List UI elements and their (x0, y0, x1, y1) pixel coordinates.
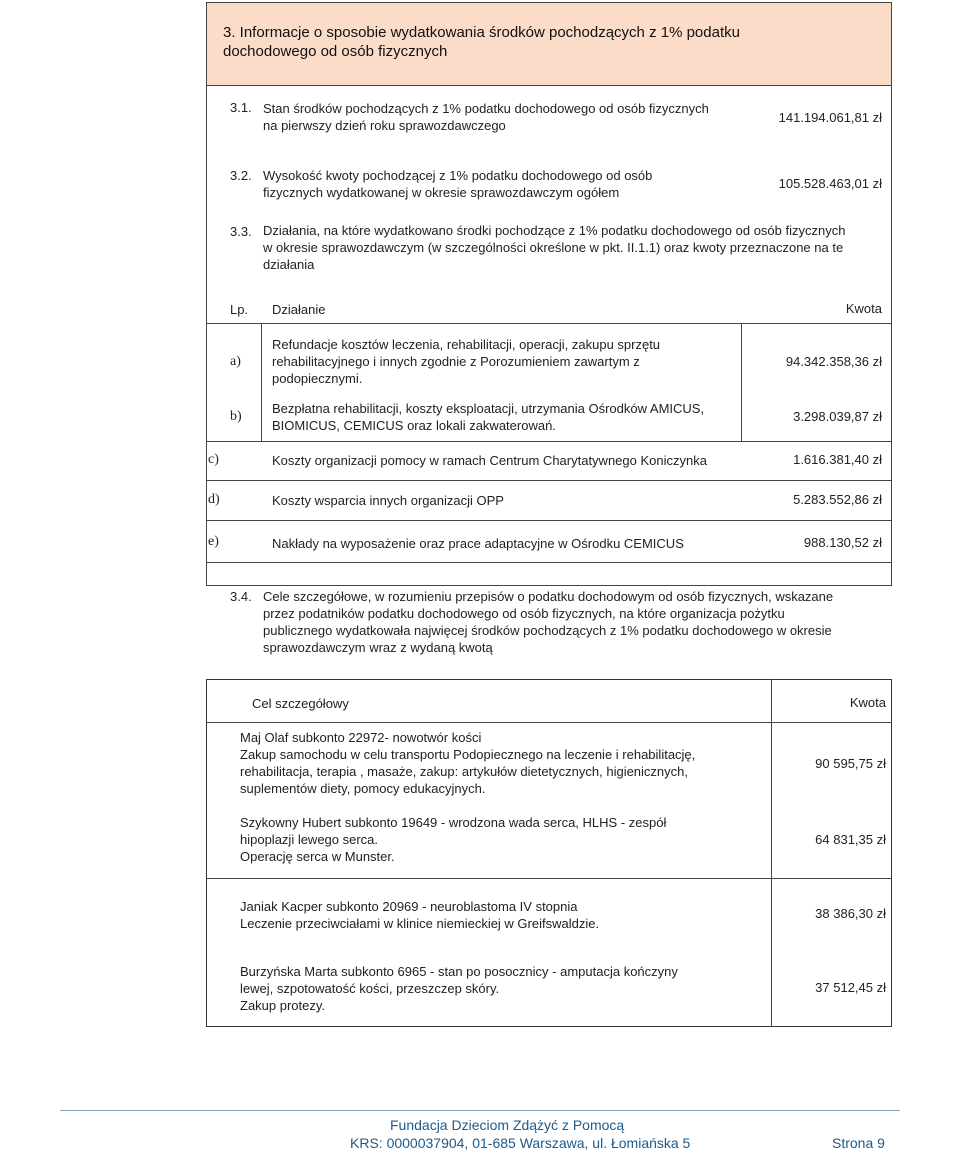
table-row-lp: e) (208, 534, 219, 549)
divider (741, 323, 742, 441)
col-header-goal: Cel szczegółowy (252, 696, 349, 711)
goal-row-amount: 90 595,75 zł (815, 756, 886, 771)
table-row-amount: 5.283.552,86 zł (793, 492, 882, 507)
table-row-lp: d) (208, 492, 220, 507)
col-header-goal-amount: Kwota (849, 695, 886, 710)
page-number: Strona 9 (832, 1135, 885, 1151)
divider (771, 679, 772, 1027)
goal-row-amount: 38 386,30 zł (815, 906, 886, 921)
divider (206, 722, 892, 723)
divider (206, 562, 892, 563)
section-title: 3. Informacje o sposobie wydatkowania środków pochodzących z 1% podatku dochodowego od osób fizycznych (223, 24, 740, 60)
item-3-1-label: Stan środków pochodzących z 1% podatku dochodowego od osób fizycznych na pierwszy dzień roku sprawozdawczego (263, 101, 709, 133)
table-row-action: Koszty organizacji pomocy w ramach Centrum Charytatywnego Koniczynka (272, 453, 707, 468)
table-row-lp: b) (230, 409, 242, 424)
table-row-lp: a) (230, 354, 241, 369)
goal-row-text: Janiak Kacper subkonto 20969 - neuroblastoma IV stopnia Leczenie przeciwciałami w klinice niemieckiej w Greifswaldzie. (240, 899, 600, 931)
item-3-2-amount: 105.528.463,01 zł (778, 176, 882, 191)
item-number-3-3: 3.3. (230, 224, 252, 239)
item-number-3-4: 3.4. (230, 589, 252, 604)
item-3-4-label: Cele szczegółowe, w rozumieniu przepisów o podatku dochodowym od osób fizycznych, wskazane przez podatników podatku dochodowego od osób fizycznych, na które organizacja pożytku publicznego wydatkowała najwięcej środków pochodzących z 1% podatku dochodowego w okresie sprawozdawczym wraz z wydaną kwotą (263, 589, 834, 655)
table-row-lp: c) (208, 452, 219, 467)
table-row-amount: 1.616.381,40 zł (793, 452, 882, 467)
col-header-lp: Lp. (230, 302, 249, 317)
divider (206, 323, 892, 324)
divider (206, 878, 892, 879)
table-row-amount: 988.130,52 zł (803, 535, 882, 550)
col-header-action: Działanie (272, 302, 326, 317)
goal-row-text: Burzyńska Marta subkonto 6965 - stan po posocznicy - amputacja kończyny lewej, szpotowatość kości, przeszczep skóry. Zakup protezy. (240, 964, 678, 1013)
table-row-action: Bezpłatna rehabilitacji, koszty eksploatacji, utrzymania Ośrodków AMICUS, BIOMICUS, CEMICUS oraz lokali zakwaterowań. (272, 401, 705, 433)
section-header (207, 3, 891, 86)
goal-row-amount: 64 831,35 zł (815, 832, 886, 847)
table-row-action: Refundacje kosztów leczenia, rehabilitacji, operacji, zakupu sprzętu rehabilitacyjnego i innych zgodnie z Porozumieniem zawartym z podopiecznymi. (272, 337, 661, 386)
footer-address: KRS: 0000037904, 01-685 Warszawa, ul. Łomiańska 5 (350, 1135, 691, 1151)
item-3-2-label: Wysokość kwoty pochodzącej z 1% podatku dochodowego od osób fizycznych wydatkowanej w okresie sprawozdawczym ogółem (263, 168, 653, 200)
table-row-amount: 94.342.358,36 zł (785, 354, 882, 369)
divider (206, 480, 892, 481)
table-row-action: Koszty wsparcia innych organizacji OPP (272, 493, 504, 508)
divider (261, 323, 262, 441)
table-row-amount: 3.298.039,87 zł (793, 409, 882, 424)
col-header-amount: Kwota (845, 301, 882, 316)
divider (206, 441, 892, 442)
goal-row-text: Szykowny Hubert subkonto 19649 - wrodzona wada serca, HLHS - zespół hipoplazji lewego serca. Operację serca w Munster. (240, 815, 667, 864)
item-3-1-amount: 141.194.061,81 zł (778, 110, 882, 125)
table-row-action: Nakłady na wyposażenie oraz prace adaptacyjne w Ośrodku CEMICUS (272, 536, 684, 551)
item-number-3-2: 3.2. (230, 168, 252, 183)
footer-organization: Fundacja Dzieciom Zdążyć z Pomocą (390, 1117, 625, 1133)
item-number-3-1: 3.1. (230, 100, 252, 115)
goal-row-amount: 37 512,45 zł (815, 980, 886, 995)
footer-divider (60, 1110, 900, 1111)
item-3-3-label: Działania, na które wydatkowano środki pochodzące z 1% podatku dochodowego od osób fizycznych w okresie sprawozdawczym (w szczególności określone w pkt. II.1.1) oraz kwoty przeznaczone na te działania (263, 223, 846, 272)
goal-row-text: Maj Olaf subkonto 22972- nowotwór kości Zakup samochodu w celu transportu Podopiecznego na leczenie i rehabilitację, rehabilitacja, terapia , masaże, zakup: artykułów dietetycznych, higienicznych, suplementów diety, pomocy edukacyjnych. (240, 730, 696, 796)
divider (206, 520, 892, 521)
